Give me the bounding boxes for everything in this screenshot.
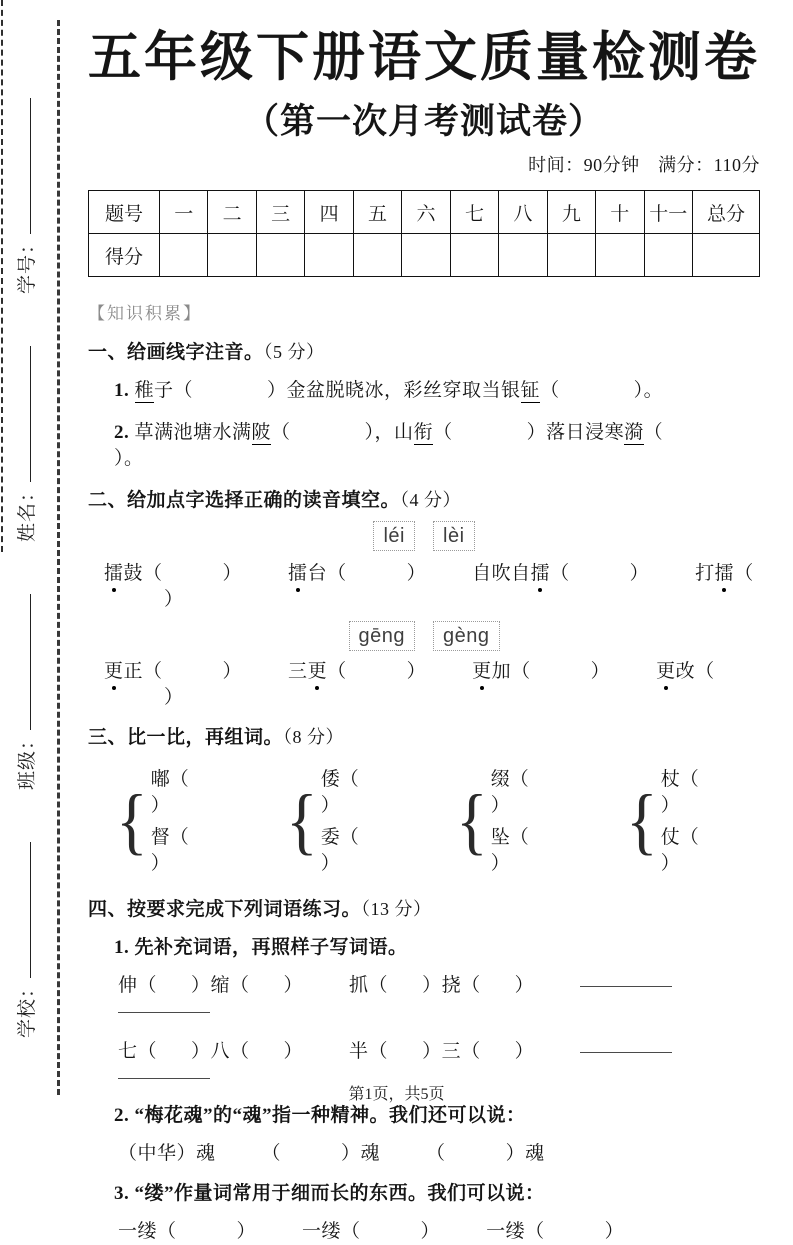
text-segment: ） [629, 563, 650, 585]
text-segment: 抓（ [349, 974, 389, 996]
text-segment: ），山 [364, 421, 414, 443]
question-4-heading [88, 897, 760, 923]
question-1-heading [88, 340, 760, 366]
text-segment: 七（ [118, 1040, 158, 1062]
pinyin-options-lei [88, 521, 760, 551]
text-segment: （ [327, 661, 347, 683]
question-4-heading-text: 四、按要求完成下列词语练习。 [88, 899, 362, 921]
score-table-column-header: 十 [596, 191, 644, 234]
exam-meta: 时间：90分钟 满分：110分 [528, 154, 760, 175]
text-segment: ） [150, 853, 170, 875]
school-field [12, 842, 39, 1038]
text-segment: ） [604, 1220, 625, 1242]
underlined-character: 陂 [251, 421, 272, 443]
score-table-column-header: 七 [450, 191, 498, 234]
score-empty-cell [693, 234, 760, 277]
score-empty-cell [596, 234, 644, 277]
school-field-label: 学校： [17, 977, 38, 1038]
left-brace-icon: { [456, 780, 488, 863]
text-segment: 坠（ [490, 827, 529, 849]
left-edge-dashed-line [1, 0, 3, 552]
underlined-character: 漪 [624, 421, 644, 443]
compare-pair-row [321, 825, 420, 877]
score-table-value-row [89, 234, 760, 277]
left-brace-icon: { [116, 780, 148, 863]
question-4-item-3-row [88, 1219, 760, 1245]
dotted-character: 擂 [530, 563, 551, 585]
question-3-heading [88, 725, 760, 751]
dotted-character: 擂 [288, 563, 308, 585]
text-segment: （中华）魂 [118, 1142, 216, 1164]
text-segment: ） [406, 563, 427, 585]
binding-dashed-line [57, 20, 60, 1095]
score-empty-cell [305, 234, 353, 277]
compare-pair-group [286, 761, 420, 883]
answer-write-line [580, 1051, 672, 1053]
compare-pair-group [626, 761, 760, 883]
dotted-character: 擂 [104, 563, 124, 585]
underlined-character: 钲 [520, 379, 541, 401]
score-table-column-header: 三 [256, 191, 304, 234]
text-segment: （ [271, 421, 291, 443]
text-segment: （ [643, 421, 664, 443]
text-segment: ） [164, 687, 184, 709]
score-empty-cell [499, 234, 547, 277]
score-table-column-header: 四 [305, 191, 353, 234]
text-segment: ） [514, 974, 535, 996]
underlined-character: 衔 [413, 421, 434, 443]
question-1-item-2 [88, 420, 760, 472]
text-segment: 加（ [491, 661, 531, 683]
text-segment: ）魂 [505, 1142, 545, 1164]
question-3-heading-text: 三、比一比，再组词。 [88, 727, 284, 749]
text-segment: 委（ [320, 827, 359, 849]
text-segment: 正（ [123, 661, 163, 683]
left-brace-icon: { [626, 780, 658, 863]
text-segment: ） [490, 795, 510, 817]
text-segment: 伸（ [118, 974, 158, 996]
text-segment: （ [540, 379, 560, 401]
compare-pair-rows [151, 761, 250, 883]
text-segment: 嘟（ [150, 769, 189, 791]
score-table-column-header: 八 [499, 191, 547, 234]
compare-pair-row [491, 825, 590, 877]
text-segment: 缀（ [490, 769, 529, 791]
student-name-field [12, 346, 39, 542]
school-field-blank-line [28, 842, 31, 978]
compare-pair-row [491, 767, 590, 819]
text-segment: 半（ [349, 1040, 389, 1062]
compare-pairs-block [88, 761, 760, 883]
compare-pair-rows [321, 761, 420, 883]
question-3-score: （8 分） [283, 727, 345, 748]
score-table-column-header: 总分 [693, 191, 760, 234]
text-segment: （ [426, 1142, 446, 1164]
compare-pair-row [151, 825, 250, 877]
answer-write-line [580, 985, 672, 987]
student-id-field-label: 学号： [17, 233, 38, 294]
text-segment: ）落日浸寒 [526, 421, 625, 443]
class-field [12, 594, 39, 790]
text-segment: 一缕（ [486, 1220, 545, 1242]
text-segment: ） [490, 853, 510, 875]
text-segment: 仗（ [660, 827, 699, 849]
pinyin-option-box: léi [373, 521, 415, 551]
exam-content [88, 0, 760, 1245]
text-segment: 1. [114, 936, 135, 958]
text-segment: ） [236, 1220, 257, 1242]
text-segment: 先补充词语，再照样子写词语。 [134, 936, 408, 958]
text-segment: ）三（ [422, 1040, 481, 1062]
question-4-score: （13 分） [361, 899, 432, 920]
text-segment: ）。 [633, 379, 664, 401]
score-row-label: 得分 [89, 234, 160, 277]
score-table [88, 190, 760, 277]
dotted-character: 更 [307, 661, 328, 683]
score-table-column-header: 五 [353, 191, 401, 234]
text-segment: ） [164, 589, 184, 611]
class-field-label: 班级： [17, 729, 38, 790]
text-segment: （ [433, 421, 453, 443]
student-info-sidebar [12, 86, 54, 1038]
text-segment: 草满池塘水满 [134, 421, 252, 443]
text-segment: 一缕（ [302, 1220, 361, 1242]
text-segment: ）缩（ [191, 974, 250, 996]
text-segment: 2. [114, 421, 135, 443]
text-segment: ） [660, 795, 680, 817]
text-segment: （ [734, 563, 754, 585]
text-segment: 杖（ [660, 769, 699, 791]
student-name-field-blank-line [28, 346, 31, 482]
question-2-row-1 [88, 561, 760, 613]
text-segment: 3. [114, 1182, 135, 1204]
text-segment: ） [320, 795, 340, 817]
question-4-item-3-label [88, 1181, 760, 1207]
score-table-column-header: 十一 [644, 191, 692, 234]
text-segment: ） [222, 563, 243, 585]
text-segment: 倭（ [320, 769, 359, 791]
dotted-character: 更 [104, 661, 124, 683]
compare-pair-rows [661, 761, 760, 883]
question-2-score: （4 分） [400, 489, 462, 510]
score-empty-cell [353, 234, 401, 277]
text-segment: （ [261, 1142, 282, 1164]
text-segment: 三 [288, 661, 308, 683]
text-segment: “缕”作量词常用于细而长的东西。我们可以说： [134, 1182, 545, 1204]
student-name-field-label: 姓名： [17, 481, 38, 542]
underlined-character: 稚 [134, 379, 155, 401]
score-table-column-header: 二 [208, 191, 256, 234]
text-segment: ） [222, 661, 243, 683]
score-table-header-row [89, 191, 760, 234]
text-segment: 1. [114, 379, 135, 401]
score-empty-cell [450, 234, 498, 277]
text-segment: ） [150, 795, 170, 817]
text-segment: 改（ [675, 661, 715, 683]
compare-pair-row [321, 767, 420, 819]
student-id-field-blank-line [28, 98, 31, 234]
text-segment: ）金盆脱晓冰，彩丝穿取当银 [267, 379, 521, 401]
text-segment: ）魂 [341, 1142, 381, 1164]
question-4-item-2-row [88, 1141, 760, 1167]
score-table-column-header: 九 [547, 191, 595, 234]
score-table-column-header: 六 [402, 191, 450, 234]
compare-pair-group [116, 761, 250, 883]
question-4-item-1-row-1 [88, 973, 760, 1025]
text-segment: 一缕（ [118, 1220, 177, 1242]
question-1-item-1 [88, 378, 760, 404]
text-segment: ） [283, 1040, 304, 1062]
text-segment: “梅花魂”的“魂”指一种精神。我们还可以说： [134, 1104, 526, 1126]
page-subtitle: （第一次月考测试卷） [243, 101, 604, 141]
text-segment: ） [420, 1220, 441, 1242]
pinyin-options-geng [88, 621, 760, 651]
student-id-field [12, 98, 39, 294]
text-segment: ） [283, 974, 304, 996]
text-segment: ）。 [114, 447, 144, 469]
question-2-heading [88, 488, 760, 514]
text-segment: 子（ [154, 379, 194, 401]
compare-pair-rows [491, 761, 590, 883]
text-segment: 鼓（ [123, 563, 163, 585]
question-1-score: （5 分） [263, 342, 325, 363]
text-segment: 自吹自 [472, 563, 531, 585]
dotted-character: 更 [656, 661, 676, 683]
question-4-item-2-label [88, 1103, 760, 1129]
student-info-strip [12, 86, 54, 1038]
text-segment: ） [514, 1040, 535, 1062]
text-segment: ）八（ [191, 1040, 250, 1062]
page-indicator: 第1页，共5页 [348, 1086, 445, 1103]
compare-pair-group [456, 761, 590, 883]
question-4-item-1-label [88, 935, 760, 961]
score-empty-cell [644, 234, 692, 277]
text-segment: 打 [695, 563, 715, 585]
text-segment: ） [320, 853, 340, 875]
answer-write-line [118, 1077, 210, 1079]
page-title: 五年级下册语文质量检测卷 [88, 29, 760, 87]
pinyin-option-box: gèng [433, 621, 500, 651]
score-empty-cell [402, 234, 450, 277]
score-empty-cell [160, 234, 208, 277]
score-empty-cell [256, 234, 304, 277]
class-field-blank-line [28, 594, 31, 730]
text-segment: ） [590, 661, 611, 683]
section-tag: 【知识积累】 [88, 304, 202, 324]
score-empty-cell [547, 234, 595, 277]
dotted-character: 擂 [714, 563, 735, 585]
compare-pair-row [661, 767, 760, 819]
pinyin-option-box: lèi [433, 521, 475, 551]
score-empty-cell [208, 234, 256, 277]
compare-pair-row [151, 767, 250, 819]
text-segment: （ [550, 563, 570, 585]
text-segment: ） [660, 853, 680, 875]
text-segment: 2. [114, 1104, 135, 1126]
text-segment: ） [406, 661, 427, 683]
left-brace-icon: { [286, 780, 318, 863]
text-segment: 台（ [307, 563, 347, 585]
question-1-heading-text: 一、给画线字注音。 [88, 342, 264, 364]
text-segment: ）挠（ [422, 974, 481, 996]
question-2-row-2 [88, 659, 760, 711]
pinyin-option-box: gēng [349, 621, 416, 651]
question-2-heading-text: 二、给加点字选择正确的读音填空。 [88, 489, 401, 511]
score-table-corner-cell: 题号 [89, 191, 160, 234]
text-segment: 督（ [150, 827, 189, 849]
compare-pair-row [661, 825, 760, 877]
dotted-character: 更 [472, 661, 492, 683]
score-table-column-header: 一 [160, 191, 208, 234]
answer-write-line [118, 1011, 210, 1013]
